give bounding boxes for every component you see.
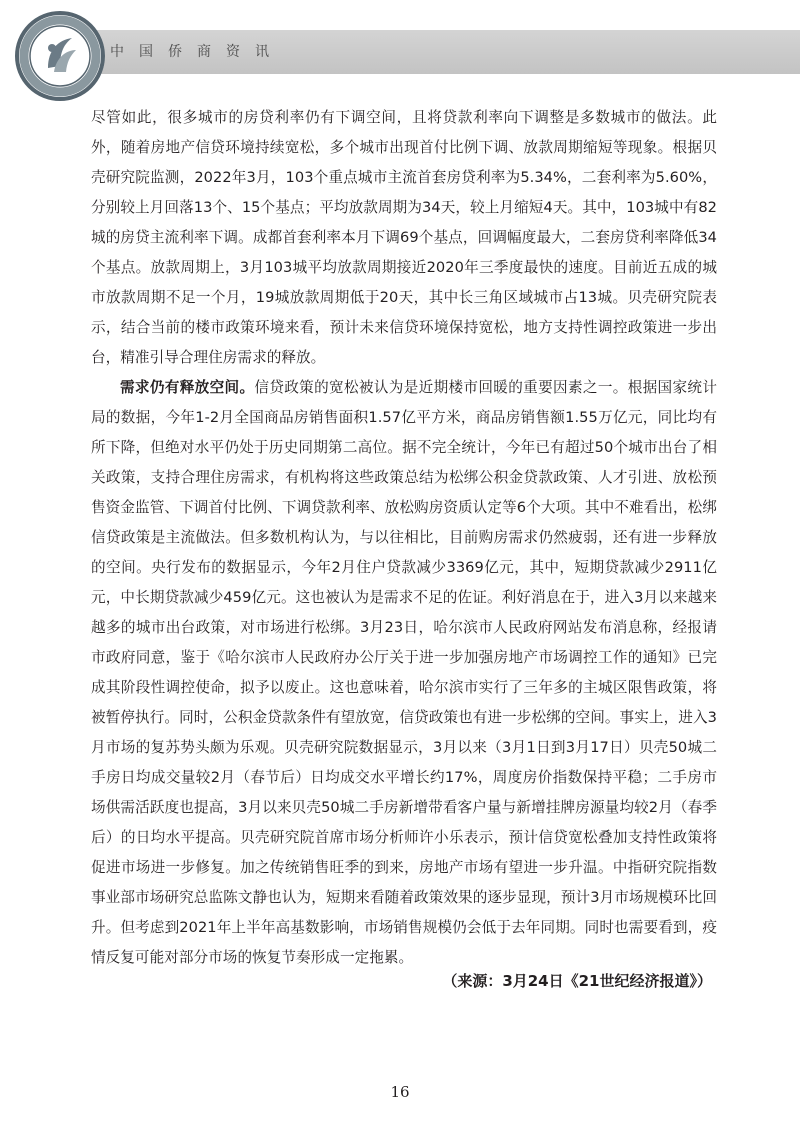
page-number: 16 <box>390 1083 410 1101</box>
association-logo <box>12 8 108 104</box>
source-citation: （来源：3月24日《21世纪经济报道》） <box>442 972 712 990</box>
paragraph-2-lead: 需求仍有释放空间。 <box>120 379 255 396</box>
article-body <box>91 103 717 973</box>
header-title: 中国侨商资讯 <box>110 44 284 60</box>
paragraph-2-body: 信贷政策的宽松被认为是近期楼市回暖的重要因素之一。根据国家统计局的数据，今年1-2月全国商品房销售面积1.57亿平方米，商品房销售额1.55万亿元，同比均有所下降，但绝对水平仍处于历史同期第二高位。据不完全统计，今年已有超过50个城市出台了相关政策，支持合理住房需求，有机构将这些政策总结为松绑公积金贷款政策、人才引进、放松预售资金监管、下调首付比例、下调贷款利率、放松购房资质认定等6个大项。其中不难看出，松绑信贷政策是主流做法。但多数机构认为，与以往相比，目前购房需求仍然疲弱，还有进一步释放的空间。央行发布的数据显示，今年2月住户贷款减少3369亿元，其中，短期贷款减少2911亿元，中长期贷款减少459亿元。这也被认为是需求不足的佐证。利好消息在于，进入3月以来越来越多的城市出台政策，对市场进行松绑。3月23日，哈尔滨市人民政府网站发布消息称，经报请市政府同意，鉴于《哈尔滨市人民政府办公厅关于进一步加强房地产市场调控工作的通知》已完成其阶段性调控使命，拟予以废止。这也意味着，哈尔滨市实行了三年多的主城区限售政策，将被暂停执行。同时，公积金贷款条件有望放宽，信贷政策也有进一步松绑的空间。事实上，进入3月市场的复苏势头颇为乐观。贝壳研究院数据显示，3月以来（3月1日到3月17日）贝壳50城二手房日均成交量较2月（春节后）日均成交水平增长约17%，周度房价指数保持平稳；二手房市场供需活跃度也提高，3月以来贝壳50城二手房新增带看客户量与新增挂牌房源量均较2月（春季后）的日均水平提高。贝壳研究院首席市场分析师许小乐表示，预计信贷宽松叠加支持性政策将促进市场进一步修复。加之传统销售旺季的到来，房地产市场有望进一步升温。中指研究院指数事业部市场研究总监陈文静也认为，短期来看随着政策效果的逐步显现，预计3月市场规模环比回升。但考虑到2021年上半年高基数影响，市场销售规模仍会低于去年同期。同时也需要看到，疫情反复可能对部分市场的恢复节奏形成一定拖累。 <box>91 379 717 966</box>
paragraph-1: 尽管如此，很多城市的房贷利率仍有下调空间，且将贷款利率向下调整是多数城市的做法。此外，随着房地产信贷环境持续宽松，多个城市出现首付比例下调、放款周期缩短等现象。根据贝壳研究院监测，2022年3月，103个重点城市主流首套房贷利率为5.34%，二套利率为5.60%，分别较上月回落13个、15个基点；平均放款周期为34天，较上月缩短4天。其中，103城中有82城的房贷主流利率下调。成都首套利率本月下调69个基点，回调幅度最大，二套房贷利率降低34个基点。放款周期上，3月103城平均放款周期接近2020年三季度最快的速度。目前近五成的城市放款周期不足一个月，19城放款周期低于20天，其中长三角区域城市占13城。贝壳研究院表示，结合当前的楼市政策环境来看，预计未来信贷环境保持宽松，地方支持性调控政策进一步出台，精准引导合理住房需求的释放。 <box>91 109 717 366</box>
logo-emblem-icon <box>12 8 108 104</box>
paragraph-2 <box>91 373 717 973</box>
